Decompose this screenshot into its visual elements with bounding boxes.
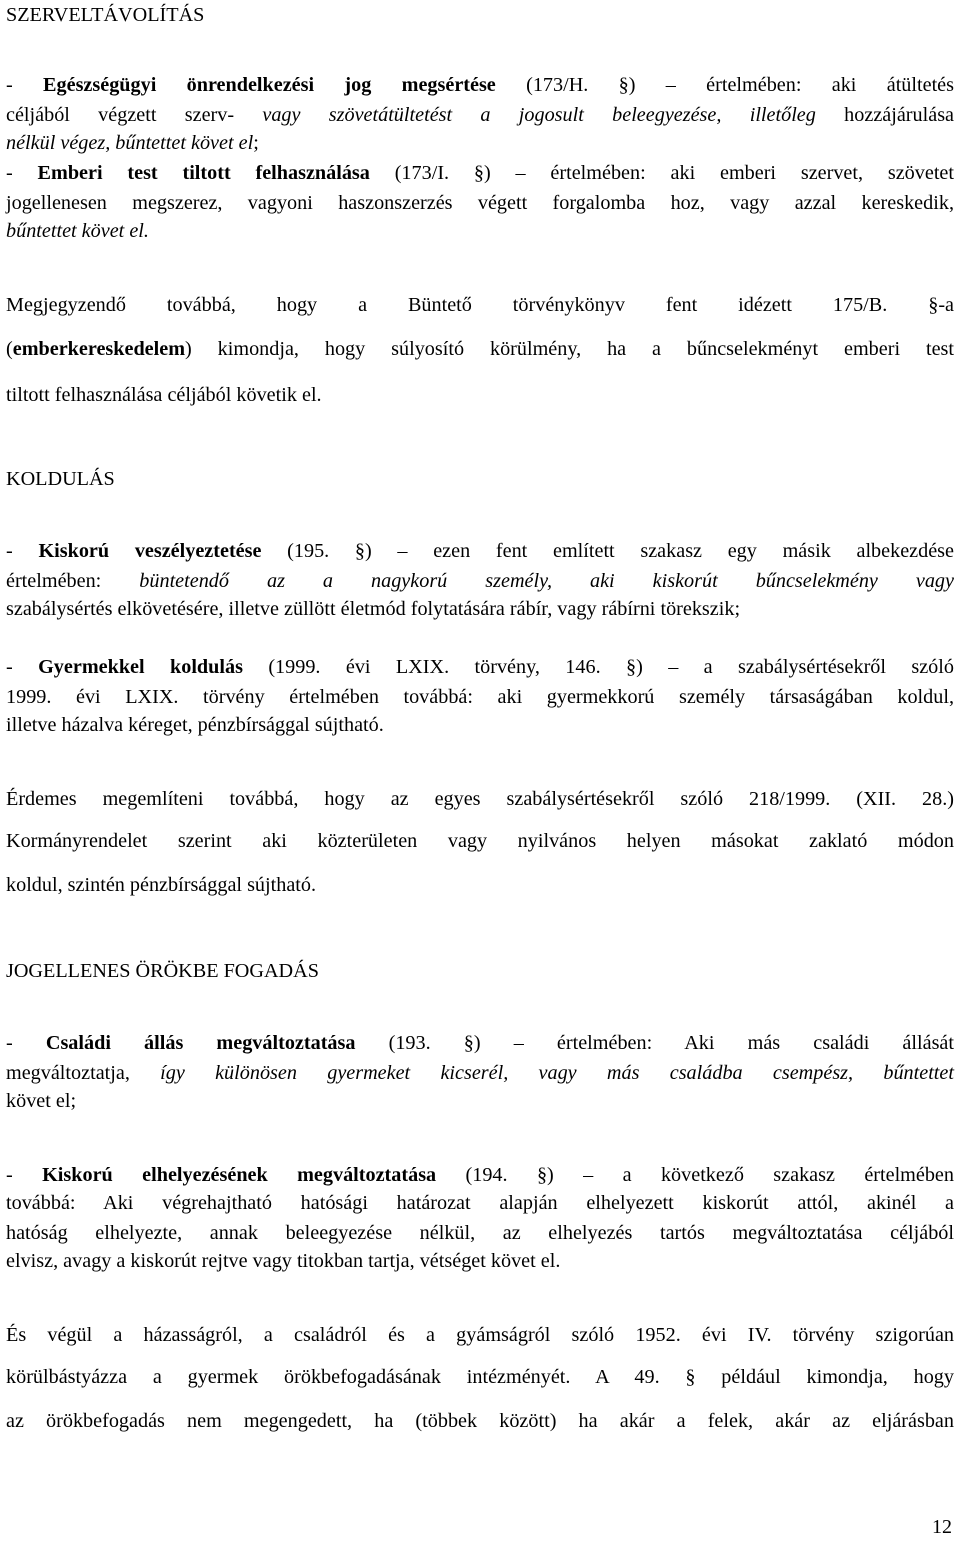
text-run: (193. §) – értelmében: Aki más családi állását <box>355 1032 954 1054</box>
paragraph-line: továbbá: Aki végrehajtható hatósági határozat alapján elhelyezett kiskorút attól, akinél a <box>6 1192 954 1214</box>
bold-term: Kiskorú veszélyeztetése <box>38 540 262 562</box>
paragraph-line <box>6 538 954 564</box>
paragraph-line: hatóság elhelyezte, annak beleegyezése nélkül, az elhelyezés tartós megváltoztatása céljából <box>6 1222 954 1244</box>
paragraph-line <box>6 102 954 128</box>
text-run: (173/I. §) – értelmében: aki emberi szervet, szövetet <box>369 162 955 184</box>
list-dash: - <box>6 74 44 96</box>
text-run: értelmében: <box>6 570 140 592</box>
paragraph-line: szabálysértés elkövetésére, illetve züllött életmód folytatására rábír, vagy rábírni törekszik; <box>6 598 741 620</box>
paragraph-line: tiltott felhasználása céljából követik el. <box>6 384 322 406</box>
heading-orokbefogadas: JOGELLENES ÖRÖKBE FOGADÁS <box>6 960 319 982</box>
paragraph-line: jogellenesen megszerez, vagyoni haszonszerzés végett forgalomba hoz, vagy azzal kereskedik, <box>6 192 954 214</box>
paragraph-line: körülbástyázza a gyermek örökbefogadásának intézményét. A 49. § például kimondja, hogy <box>6 1366 954 1388</box>
paragraph-line: 1999. évi LXIX. törvény értelmében továbbá: aki gyermekkorú személy társaságában koldul, <box>6 686 954 708</box>
paragraph-line <box>6 72 954 98</box>
list-dash: - <box>6 162 38 184</box>
paragraph-line <box>6 654 954 680</box>
paragraph-line: És végül a házasságról, a családról és a gyámságról szóló 1952. évi IV. törvény szigorúan <box>6 1324 954 1346</box>
text-run: (195. §) – ezen fent említett szakasz egy másik albekezdése <box>261 540 954 562</box>
list-dash: - <box>6 1032 46 1054</box>
paragraph-line <box>6 1030 954 1056</box>
text-run: ) kimondja, hogy súlyosító körülmény, ha a bűncselekményt emberi test <box>185 338 954 360</box>
bold-term: Emberi test tiltott felhasználása <box>37 162 370 184</box>
italic-run: vagy szövetátültetést a jogosult beleegyezése, illetőleg <box>262 104 816 126</box>
paragraph-line: követ el; <box>6 1090 77 1112</box>
paragraph-line <box>6 568 954 594</box>
paragraph-line: illetve házalva kéreget, pénzbírsággal sújtható. <box>6 714 384 736</box>
bold-term: Egészségügyi önrendelkezési jog megsértése <box>43 74 496 96</box>
text-run: (194. §) – a következő szakasz értelmében <box>436 1164 954 1186</box>
list-dash: - <box>6 540 39 562</box>
paragraph-line <box>6 130 954 156</box>
italic-run: nélkül végez, bűntettet követ el <box>6 132 254 154</box>
list-dash: - <box>6 656 39 678</box>
text-run: ( <box>6 338 13 360</box>
text-run: megváltoztatja, <box>6 1062 161 1084</box>
paragraph-line: bűntettet követ el. <box>6 220 149 242</box>
page-number: 12 <box>932 1516 952 1538</box>
text-run: (173/H. §) – értelmében: aki átültetés <box>495 74 954 96</box>
paragraph-line <box>6 1060 954 1086</box>
paragraph-line: elvisz, avagy a kiskorút rejtve vagy titokban tartja, vétséget követ el. <box>6 1250 561 1272</box>
bold-term: Gyermekkel koldulás <box>38 656 243 678</box>
text-run: (1999. évi LXIX. törvény, 146. §) – a szabálysértésekről szóló <box>242 656 954 678</box>
bold-term: Kiskorú elhelyezésének megváltoztatása <box>42 1164 437 1186</box>
bold-term: emberkereskedelem <box>12 338 186 360</box>
paragraph-line <box>6 1162 954 1188</box>
heading-szerveltavolitas: SZERVELTÁVOLÍTÁS <box>6 4 205 26</box>
paragraph-line: koldul, szintén pénzbírsággal sújtható. <box>6 874 317 896</box>
paragraph-line: Kormányrendelet szerint aki közterületen vagy nyilvános helyen másokat zaklató módon <box>6 830 954 852</box>
paragraph-line: az örökbefogadás nem megengedett, ha (többek között) ha akár a felek, akár az eljárásban <box>6 1410 954 1432</box>
italic-run: így különösen gyermeket kicserél, vagy más családba csempész, bűntettet <box>160 1062 954 1084</box>
text-run: céljából végzett szerv- <box>6 104 263 126</box>
text-run: hozzájárulása <box>815 104 955 126</box>
text-run: ; <box>253 132 259 154</box>
bold-term: Családi állás megváltoztatása <box>45 1032 356 1054</box>
italic-run: büntetendő az a nagykorú személy, aki kiskorút bűncselekmény vagy <box>139 570 954 592</box>
paragraph-line: Érdemes megemlíteni továbbá, hogy az egyes szabálysértésekről szóló 218/1999. (XII. 28.) <box>6 788 954 810</box>
paragraph-line <box>6 336 954 362</box>
paragraph-line: Megjegyzendő továbbá, hogy a Büntető törvénykönyv fent idézett 175/B. §-a <box>6 294 954 316</box>
heading-koldulas: KOLDULÁS <box>6 468 115 490</box>
list-dash: - <box>6 1164 43 1186</box>
paragraph-line <box>6 160 954 186</box>
